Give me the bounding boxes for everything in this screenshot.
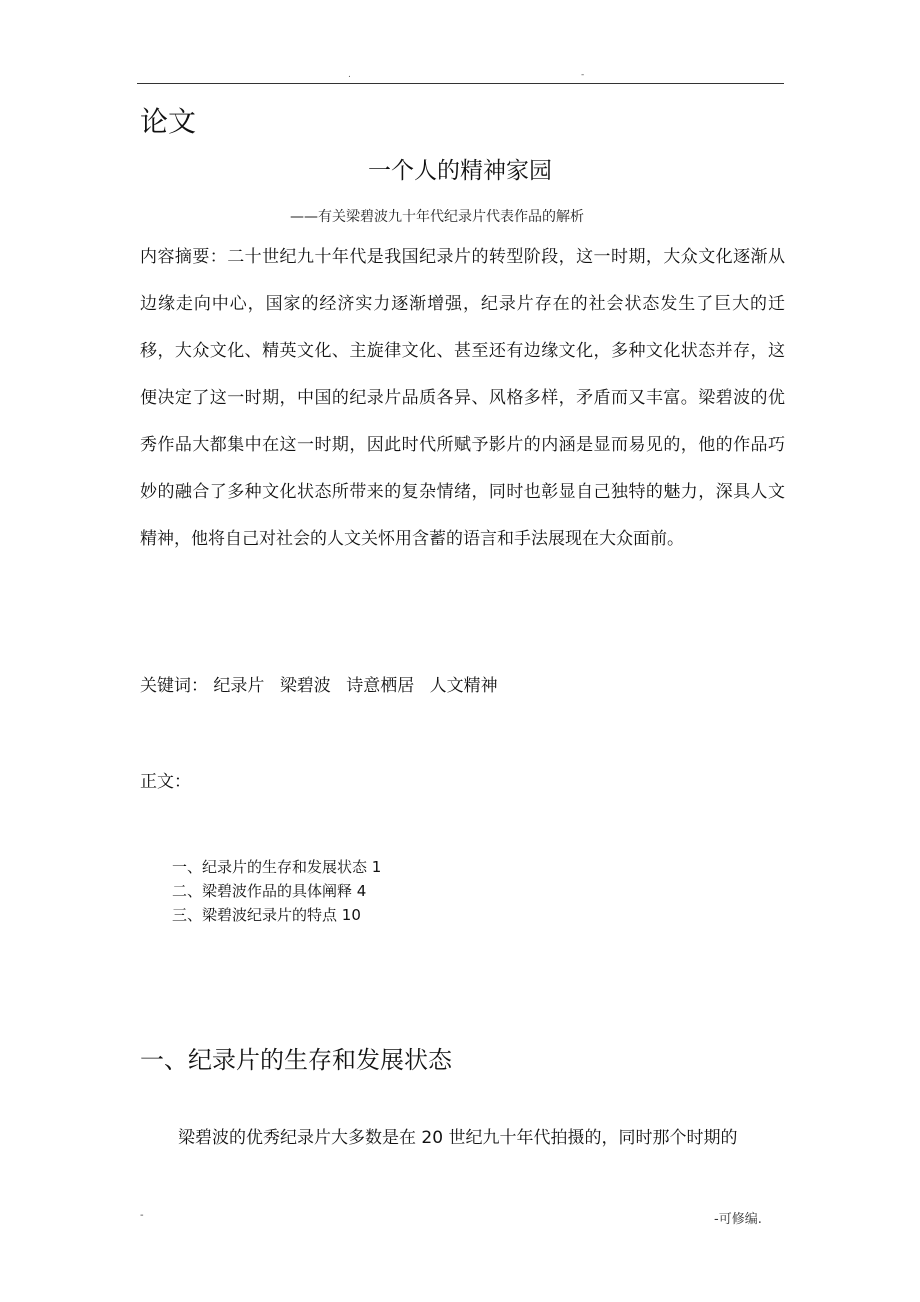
keywords-line xyxy=(140,672,508,700)
toc-item[interactable]: 三、梁碧波纪录片的特点 10 xyxy=(172,906,361,924)
header-right-mark: - xyxy=(581,70,585,80)
document-title: 一个人的精神家园 xyxy=(368,158,552,184)
keywords-label: 关键词： xyxy=(140,676,208,696)
keyword: 人文精神 xyxy=(429,676,498,696)
section-paragraph: 梁碧波的优秀纪录片大多数是在 20 世纪九十年代拍摄的，同时那个时期的 xyxy=(178,1128,738,1148)
body-label: 正文： xyxy=(140,772,191,792)
section-heading: 一、纪录片的生存和发展状态 xyxy=(140,1046,452,1074)
header-rule xyxy=(137,83,784,84)
keyword: 梁碧波 xyxy=(279,676,331,696)
footer-left-mark: - xyxy=(140,1210,144,1221)
toc-item[interactable]: 一、纪录片的生存和发展状态 1 xyxy=(172,858,382,876)
keyword: 诗意栖居 xyxy=(346,676,415,696)
document-subtitle: ——有关梁碧波九十年代纪录片代表作品的解析 xyxy=(290,209,584,225)
abstract-paragraph: 内容摘要：二十世纪九十年代是我国纪录片的转型阶段，这一时期，大众文化逐渐从边缘走向中心，国家的经济实力逐渐增强，纪录片存在的社会状态发生了巨大的迁移，大众文化、精英文化、主旋律文化、甚至还有边缘文化，多种文化状态并存，这便决定了这一时期，中国的纪录片品质各异、风格多样，矛盾而又丰富。梁碧波的优秀作品大都集中在这一时期，因此时代所赋予影片的内涵是显而易见的，他的作品巧妙的融合了多种文化状态所带来的复杂情绪，同时也彰显自己独特的魅力，深具人文精神，他将自己对社会的人文关怀用含蓄的语言和手法展现在大众面前。 xyxy=(140,247,785,549)
footer-note: -可修编. xyxy=(714,1212,762,1227)
toc-item[interactable]: 二、梁碧波作品的具体阐释 4 xyxy=(172,882,367,900)
header-left-mark: . xyxy=(348,70,351,80)
keyword: 纪录片 xyxy=(213,676,265,696)
document-label: 论文 xyxy=(140,105,197,138)
